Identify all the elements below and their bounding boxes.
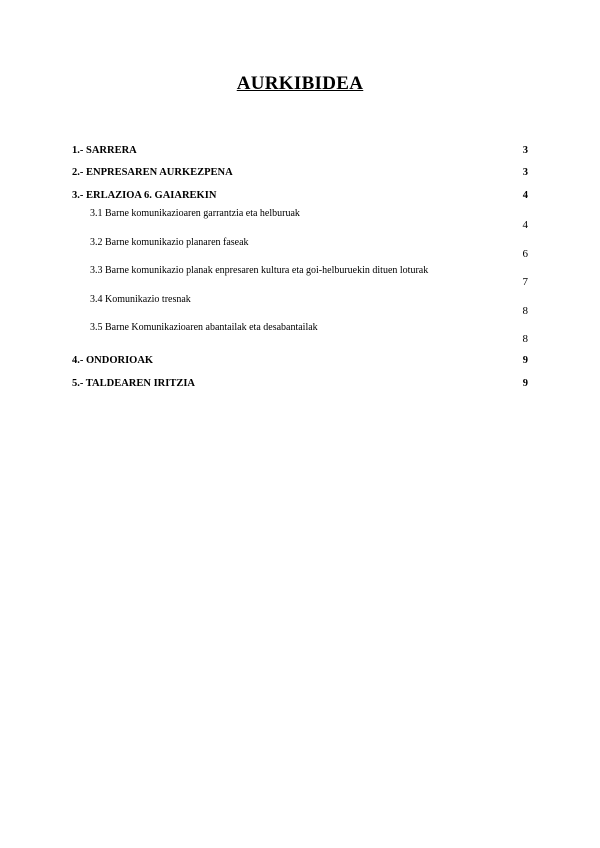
toc-entry-sarrera[interactable] bbox=[72, 144, 528, 158]
toc-subentry-page: 6 bbox=[522, 248, 528, 260]
toc-entry-label: 5.- TALDEAREN IRITZIA bbox=[72, 378, 196, 389]
toc-subentry-page: 8 bbox=[522, 305, 528, 317]
toc-entry-label: 1.- SARRERA bbox=[72, 145, 137, 156]
toc-subentry-label: 3.2 Barne komunikazio planaren faseak bbox=[90, 237, 249, 248]
toc-entry-label: 2.- ENPRESAREN AURKEZPENA bbox=[72, 167, 233, 178]
toc-subentry-page: 4 bbox=[522, 219, 528, 231]
toc-entry-taldearen-iritzia[interactable] bbox=[72, 377, 528, 391]
toc-entry-page: 4 bbox=[522, 190, 528, 201]
toc-subentry-label: 3.3 Barne komunikazio planak enpresaren kultura eta goi-helburuekin dituen loturak bbox=[90, 265, 429, 276]
toc-entry-label: 4.- ONDORIOAK bbox=[72, 355, 154, 366]
toc-entry-erlazioa[interactable] bbox=[72, 189, 528, 203]
toc-subentry-page: 8 bbox=[522, 333, 528, 345]
toc-entry-page: 3 bbox=[522, 145, 528, 156]
toc-entry-ondorioak[interactable] bbox=[72, 354, 528, 368]
toc-subentry-label: 3.5 Barne Komunikazioaren abantailak eta desabantailak bbox=[90, 322, 318, 333]
page-title: AURKIBIDEA bbox=[236, 73, 364, 94]
toc-subentry-page: 7 bbox=[522, 276, 528, 288]
toc-entry-page: 9 bbox=[522, 355, 528, 366]
toc-entry-label: 3.- ERLAZIOA 6. GAIAREKIN bbox=[72, 190, 217, 201]
toc-subentry-3-5[interactable] bbox=[90, 321, 528, 355]
toc-subentry-label: 3.4 Komunikazio tresnak bbox=[90, 294, 191, 305]
toc-subentry-label: 3.1 Barne komunikazioaren garrantzia eta helburuak bbox=[90, 208, 300, 219]
toc-entry-enpresaren-aurkezpena[interactable] bbox=[72, 166, 528, 180]
toc-entry-page: 9 bbox=[522, 378, 528, 389]
toc-entry-page: 3 bbox=[522, 167, 528, 178]
